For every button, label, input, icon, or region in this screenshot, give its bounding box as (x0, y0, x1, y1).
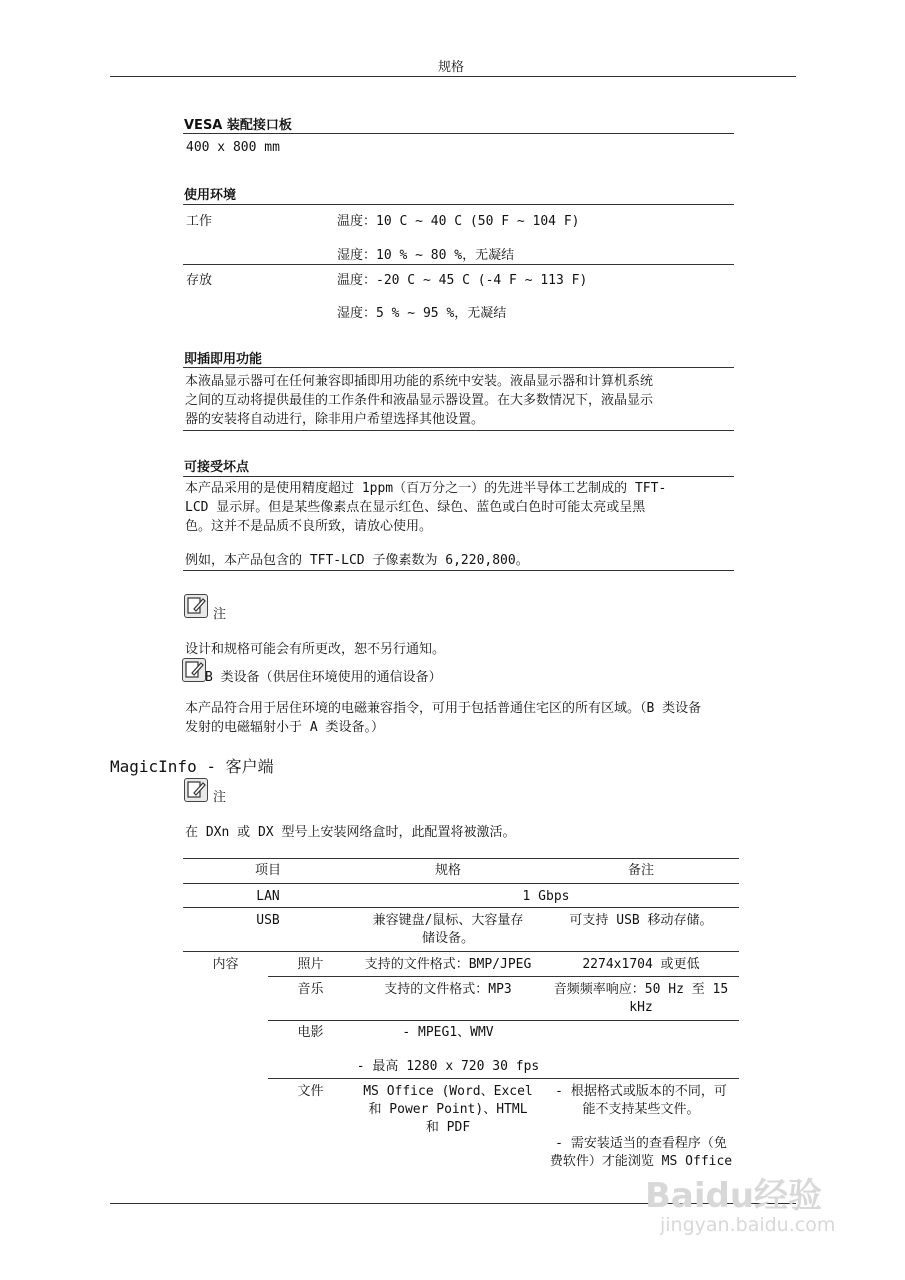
table-row-photo-label: 照片 (297, 957, 324, 972)
pixel-rule-top (183, 476, 734, 477)
plug-line: 器的安装将自动进行，除非用户希望选择其他设置。 (185, 412, 485, 427)
vesa-title: VESA 装配接口板 (184, 118, 292, 133)
table-rule-photo (268, 976, 739, 977)
pixel-paragraph (185, 479, 745, 536)
magicinfo-title: MagicInfo - 客户端 (110, 757, 274, 776)
page-header-title: 规格 (438, 60, 465, 75)
env-title: 使用环境 (184, 188, 237, 203)
note-icon (182, 658, 206, 682)
pixel-title: 可接受坏点 (184, 460, 250, 475)
file-note-line: 费软件）才能浏览 MS Office (549, 1154, 733, 1169)
pixel-line: LCD 显示屏。但是某些像素点在显示红色、绿色、蓝色或白色时可能太亮或呈黑 (185, 500, 646, 515)
plug-title: 即插即用功能 (184, 352, 263, 367)
pixel-rule-bottom (183, 570, 734, 571)
table-row-file-note2 (543, 1135, 739, 1171)
table-rule-lan (183, 907, 739, 908)
env-rule-top (183, 204, 734, 205)
watermark-url: jingyan.baidu.com (660, 1214, 836, 1236)
env-row-storage-label: 存放 (186, 273, 213, 288)
vesa-rule (183, 133, 734, 134)
file-note-line: - 需安装适当的查看程序（免 (555, 1136, 727, 1151)
table-rule-header (183, 883, 739, 884)
table-row-movie-spec1: - MPEG1、WMV (402, 1025, 494, 1040)
table-row-usb-spec (353, 912, 543, 948)
table-row-photo-note: 2274x1704 或更低 (582, 957, 700, 972)
table-row-usb-label: USB (256, 913, 280, 928)
table-row-file-note1 (543, 1083, 739, 1119)
plug-line: 之间的互动将提供最佳的工作条件和液晶显示器设置。在大多数情况下，液晶显示 (185, 393, 654, 408)
usb-spec-line: 兼容键盘/鼠标、大容量存 (372, 913, 524, 928)
table-row-file-spec (353, 1083, 543, 1137)
table-row-lan-label: LAN (256, 889, 280, 904)
pixel-line: 色。这并不是品质不良所致，请放心使用。 (185, 519, 433, 534)
classb-line: 发射的电磁辐射小于 A 类设备。） (185, 720, 384, 735)
file-spec-line: 和 Power Point)、HTML (368, 1102, 528, 1117)
table-row-movie-spec2: - 最高 1280 x 720 30 fps (356, 1059, 540, 1074)
vesa-value: 400 x 800 mm (186, 140, 280, 155)
table-rule-usb (183, 951, 739, 952)
file-spec-line: MS Office (Word、Excel (363, 1084, 533, 1099)
music-note-line: 音频频率响应：50 Hz 至 15 (553, 982, 729, 997)
env-rule-mid (183, 264, 734, 265)
classb-title: B 类设备（供居住环境使用的通信设备） (205, 670, 442, 685)
header-rule (110, 76, 796, 77)
table-row-movie-label: 电影 (297, 1025, 324, 1040)
table-header-item: 项目 (254, 863, 281, 878)
table-row-usb-note: 可支持 USB 移动存储。 (569, 913, 713, 928)
note-text: 设计和规格可能会有所更改，恕不另行通知。 (185, 642, 446, 657)
classb-paragraph (185, 699, 805, 737)
watermark-brand: Baidu经验 (645, 1176, 823, 1216)
magicinfo-note-label: 注 (213, 790, 227, 805)
plug-rule-bottom (183, 430, 734, 431)
note-icon (184, 778, 208, 802)
table-content-label: 内容 (212, 957, 239, 972)
table-row-lan-spec: 1 Gbps (522, 889, 570, 904)
env-row-storage-humidity: 湿度：5 % ~ 95 %，无凝结 (337, 306, 507, 321)
table-row-music-label: 音乐 (297, 982, 324, 997)
plug-rule-top (183, 367, 734, 368)
plug-paragraph (185, 372, 745, 429)
file-spec-line: 和 PDF (425, 1120, 471, 1135)
file-note-line: - 根据格式或版本的不同，可 (555, 1084, 727, 1099)
table-row-music-note (543, 981, 739, 1017)
pixel-line: 本产品采用的是使用精度超过 1ppm（百万分之一）的先进半导体工艺制成的 TFT- (185, 481, 667, 496)
table-rule-music (268, 1020, 739, 1021)
note-label: 注 (213, 607, 227, 622)
magicinfo-note-text: 在 DXn 或 DX 型号上安装网络盒时，此配置将被激活。 (185, 825, 516, 840)
table-row-file-label: 文件 (297, 1084, 324, 1099)
table-header-spec: 规格 (434, 863, 461, 878)
env-row-operating-label: 工作 (186, 214, 213, 229)
pixel-example: 例如，本产品包含的 TFT-LCD 子像素数为 6,220,800。 (185, 553, 529, 568)
note-icon (184, 594, 208, 618)
table-rule-movie (268, 1078, 739, 1079)
table-row-photo-spec: 支持的文件格式：BMP/JPEG (364, 957, 532, 972)
classb-line: 本产品符合用于居住环境的电磁兼容指令，可用于包括普通住宅区的所有区域。（B 类设备 (185, 701, 702, 716)
file-note-line: 能不支持某些文件。 (582, 1102, 700, 1117)
table-rule-top (183, 858, 739, 859)
table-header-note: 备注 (627, 863, 654, 878)
usb-spec-line: 储设备。 (421, 931, 474, 946)
env-row-storage-temp: 温度：-20 C ~ 45 C (-4 F ~ 113 F) (337, 273, 588, 288)
env-row-operating-humidity: 湿度：10 % ~ 80 %，无凝结 (337, 248, 515, 263)
table-row-music-spec: 支持的文件格式：MP3 (384, 982, 512, 997)
music-note-line: kHz (629, 1000, 653, 1015)
plug-line: 本液晶显示器可在任何兼容即插即用功能的系统中安装。液晶显示器和计算机系统 (185, 374, 654, 389)
env-row-operating-temp: 温度：10 C ~ 40 C (50 F ~ 104 F) (337, 214, 580, 229)
